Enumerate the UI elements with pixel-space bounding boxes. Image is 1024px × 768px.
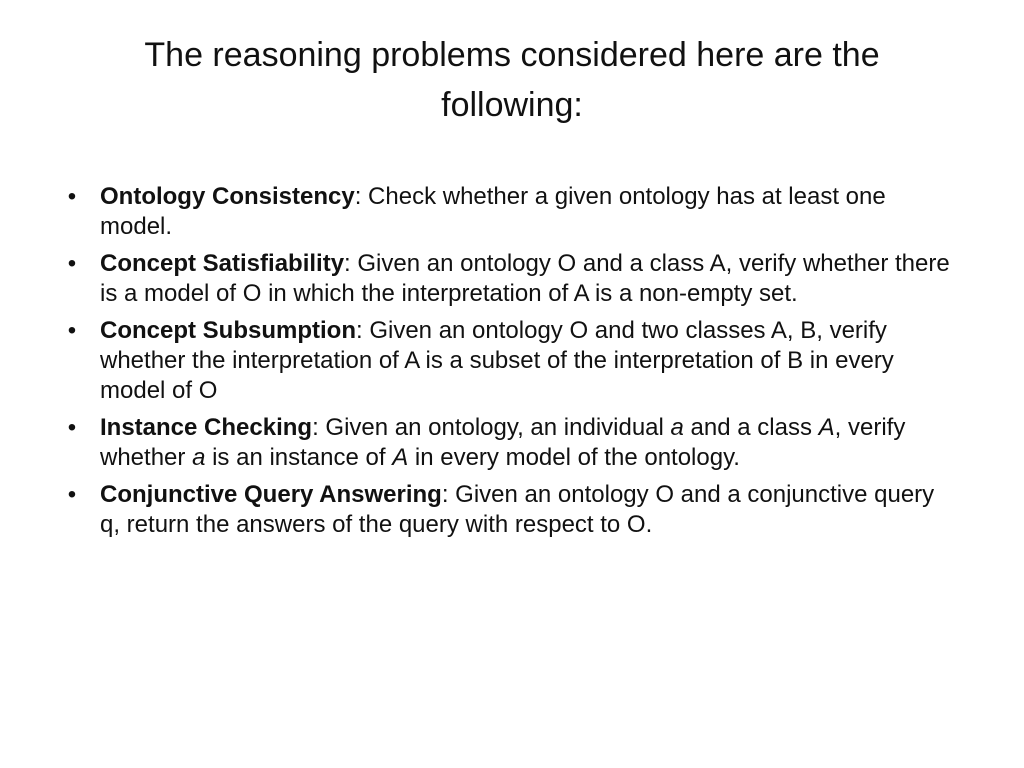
variable-A: A bbox=[818, 414, 835, 441]
description-text-part: Given an ontology, an individual bbox=[318, 414, 671, 441]
separator: : bbox=[344, 250, 351, 277]
bullet-icon: • bbox=[67, 481, 77, 508]
bullet-icon: • bbox=[67, 250, 77, 277]
separator: : bbox=[355, 317, 363, 344]
term-label: Instance Checking bbox=[100, 414, 313, 441]
term-label: Ontology Consistency bbox=[100, 183, 355, 210]
bullet-icon: • bbox=[67, 183, 77, 210]
list-item bbox=[60, 413, 960, 473]
variable-A: A bbox=[392, 444, 409, 471]
description-text: Check whether a given ontology has at least one model. bbox=[100, 183, 886, 240]
list-item bbox=[60, 480, 960, 540]
description-text-part: in every model of the ontology. bbox=[408, 444, 740, 471]
list-item bbox=[60, 249, 960, 309]
bullet-list bbox=[60, 182, 960, 547]
list-item bbox=[60, 316, 960, 406]
bullet-icon: • bbox=[67, 317, 77, 344]
description-text-part: and a class bbox=[683, 414, 819, 441]
variable-a: a bbox=[192, 444, 206, 471]
list-item bbox=[60, 182, 960, 242]
separator: : bbox=[441, 481, 449, 508]
description-text-part: , verify whether bbox=[100, 414, 906, 471]
slide-title: The reasoning problems considered here are the following: bbox=[144, 36, 880, 124]
separator: : bbox=[354, 183, 362, 210]
bullet-icon: • bbox=[67, 414, 77, 441]
term-label: Conjunctive Query Answering bbox=[100, 481, 442, 508]
variable-a: a bbox=[670, 414, 684, 441]
separator: : bbox=[312, 414, 319, 441]
term-label: Concept Subsumption bbox=[100, 317, 356, 344]
description-text: Given an ontology O and a class A, verify whether there is a model of O in which the interpretation of A is a non-empty set. bbox=[100, 250, 950, 307]
description-text: Given an ontology O and two classes A, B, verify whether the interpretation of A is a subset of the interpretation of B in every model of O bbox=[100, 317, 894, 404]
description-text: Given an ontology O and a conjunctive query q, return the answers of the query with respect to O. bbox=[100, 481, 935, 538]
term-label: Concept Satisfiability bbox=[100, 250, 345, 277]
description-text-part: is an instance of bbox=[205, 444, 393, 471]
